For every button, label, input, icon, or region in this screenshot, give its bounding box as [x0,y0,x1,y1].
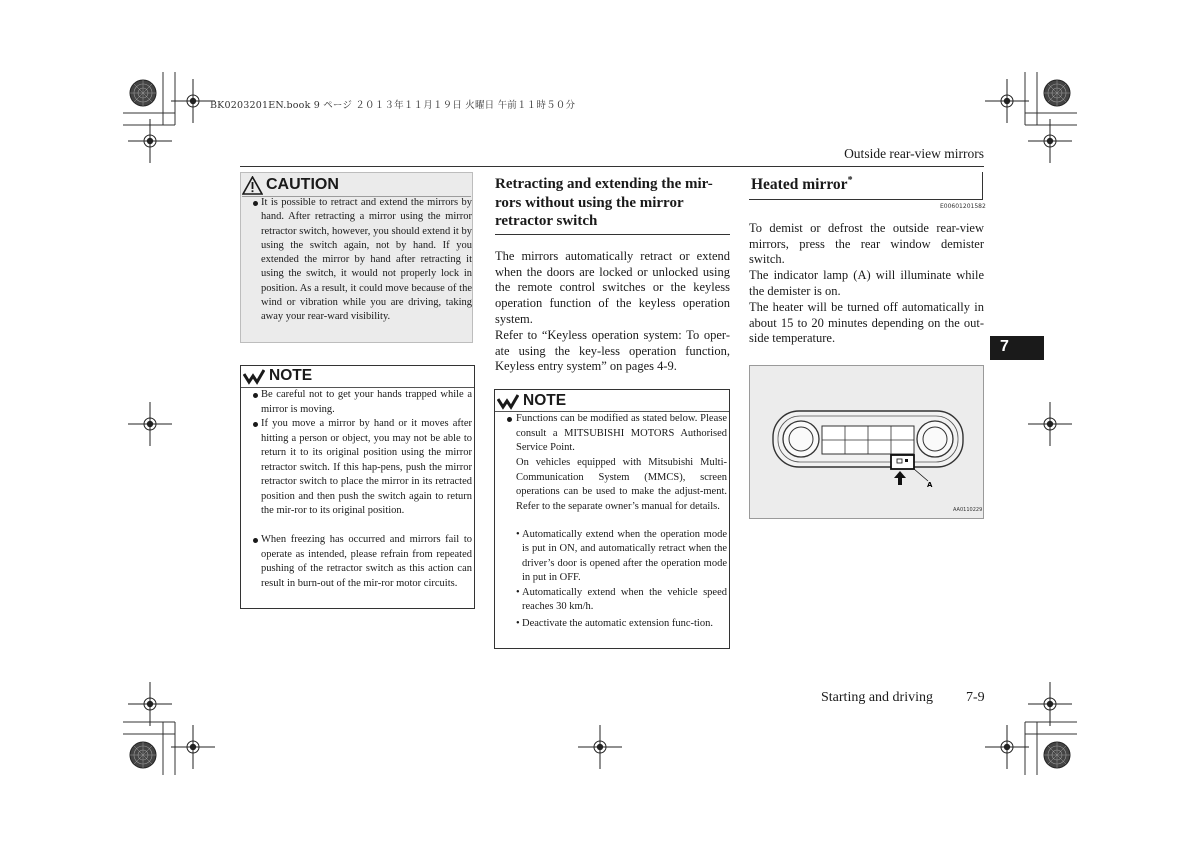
note-title-2 [497,392,566,410]
note2-sub-item-1: Automatically extend when the operation mode is put in ON, and automatically retract when the driver’s door is opened after the operation mode in put in OFF. [522,529,727,583]
heated-paragraph-2: The indicator lamp (A) will illuminate while the demister is on. [749,268,984,298]
chapter-tab [990,336,1044,360]
heading-side-bar [982,172,983,200]
note1-item-1: Be careful not to get your hands trapped while a mirror is moving. [261,389,472,415]
chapter-number: 7 [1000,338,1009,355]
section-rule [495,234,730,235]
note1-item-3: When freezing has occurred and mirrors fail to operate as intended, please refrain from repeated pushing of the retractor switch as this action can result in burn-out of the mir-ror motor circuits. [261,534,472,589]
running-head: Outside rear-view mirrors [844,146,984,161]
warning-triangle-icon [242,176,263,195]
note-check-icon [243,368,265,385]
indicator-label-a: A [927,481,933,489]
figure-code: AA0110229 [953,507,983,513]
sub-bullet-marker: • [516,587,520,598]
caution-text: It is possible to retract and extend the mirrors by hand. After retracting a mirror using the mirror retractor switch, however, you should extend it by using the switch again, not by hand. If you extended the mirror by hand after retracting it using the switch, it would not properly lock in position. As a result, it could move because of the wind or vibration while you are driving, taking away your rear-ward visibility. [261,197,472,323]
footer-section-name: Starting and driving [821,690,933,705]
heated-mirror-heading [751,175,853,194]
header-rule [240,166,984,167]
climate-control-panel-illustration [750,366,983,518]
heated-paragraph-1: To demist or defrost the outside rear-view mirrors, press the rear window demister switch. [749,221,984,267]
note2-sub-item-2: Automatically extend when the vehicle speed reaches 30 km/h. [522,587,727,613]
heated-paragraph-3: The heater will be turned off automatically in about 15 to 20 minutes depending on the out-side temperature. [749,300,984,346]
file-header: BK0203201EN.book 9 ページ ２０１３年１１月１９日 火曜日 午前１１時５０分 [210,100,576,111]
note-label-2: NOTE [523,392,567,409]
optional-equipment-asterisk: * [847,175,853,186]
note2-item-continued: On vehicles equipped with Mitsubishi Multi-Communication System (MMCS), screen operations can be used to make the adjust-ment. Refer to the separate owner’s manual for details. [516,457,727,512]
bullet-icon [253,422,258,427]
caution-label: CAUTION [266,176,339,193]
retract-paragraph-1: The mirrors automatically retract or extend when the doors are locked or unlocked using the remote control switches or the keyless operation function of the keyless operation system. [495,249,730,326]
bullet-icon [253,393,258,398]
arrow-up-icon [894,471,906,485]
section-rule [749,199,983,200]
sub-bullet-marker: • [516,529,520,540]
section-code: E00601201582 [940,203,986,210]
bullet-icon [253,538,258,543]
bullet-icon [253,201,258,206]
note2-item: Functions can be modified as stated below. Please consult a MITSUBISHI MOTORS Authorised Service Point. [516,413,727,453]
heated-mirror-title: Heated mirror [751,176,848,194]
retract-paragraph-2: Refer to “Keyless operation system: To oper-ate using the key-less operation function, Keyless entry system” on pages 4-9. [495,328,730,374]
note1-item-2: If you move a mirror by hand or it moves after hitting a person or object, you may not be able to return it to its original position using the mirror retractor switch. If this hap-pens, push the mirror retractor switch to place the mirror in its retracted position and then push the switch again to return the mir-ror to its original position. [261,418,472,516]
climate-panel-figure [749,365,984,519]
page-number: 7-9 [966,690,985,705]
sub-bullet-marker: • [516,618,520,629]
note2-sub-item-3: Deactivate the automatic extension func-tion. [522,618,713,629]
note-label-1: NOTE [269,367,313,384]
caution-title [242,174,471,196]
note-check-icon [497,393,519,410]
retract-heading: Retracting and extending the mir-rors without using the mirror retractor switch [495,176,713,229]
note-title-1 [243,367,312,385]
bullet-icon [507,417,512,422]
